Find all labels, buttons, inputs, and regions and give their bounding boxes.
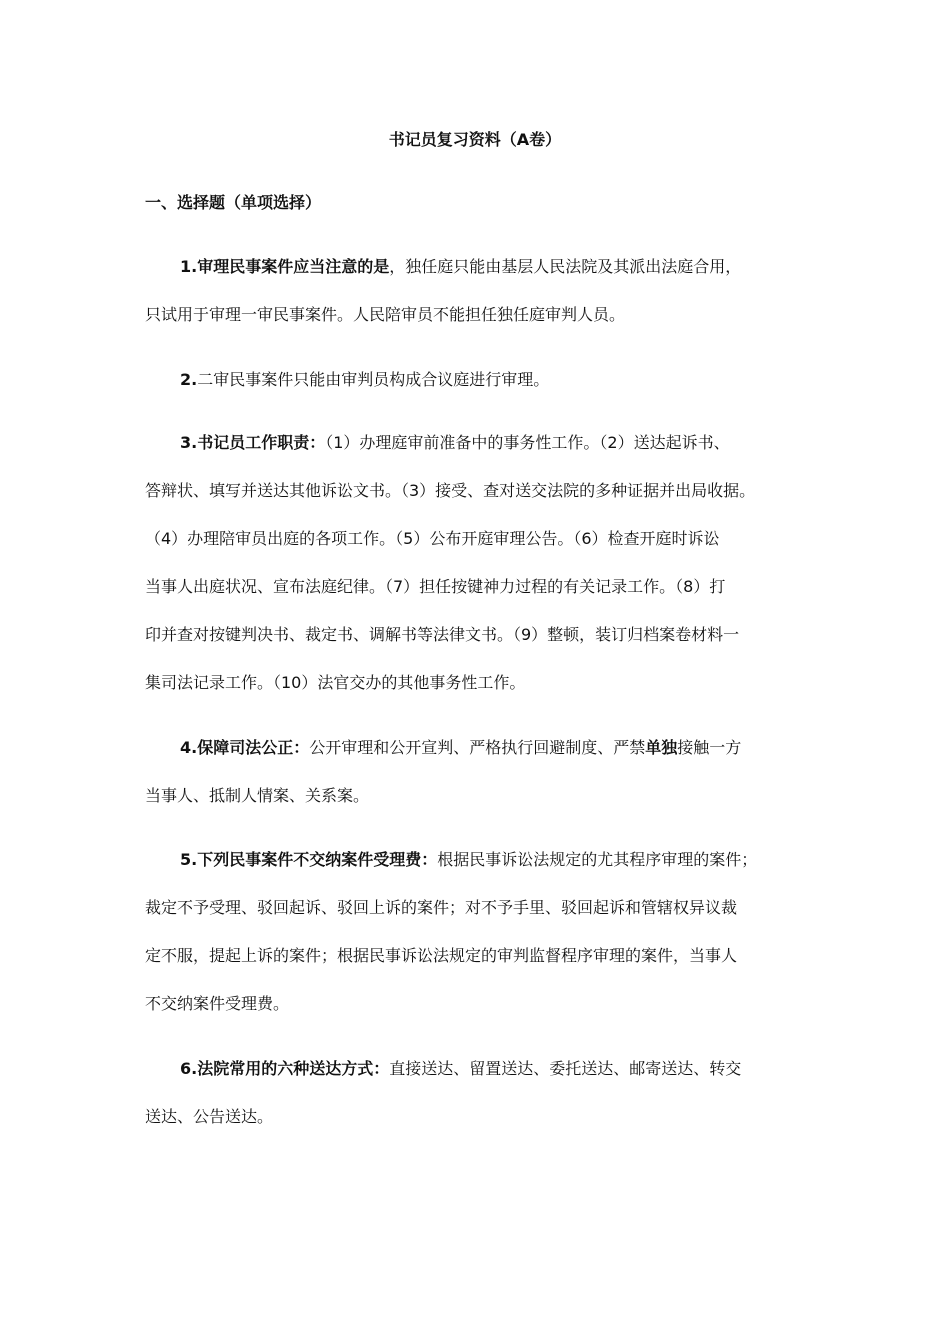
body-text: 集司法记录工作。（10）法官交办的其他事务性工作。: [145, 673, 526, 692]
question-item-4: [145, 736, 825, 832]
document-title: 书记员复习资料（A卷）: [388, 130, 562, 149]
paragraph-line: [145, 784, 825, 832]
body-text: ，独任庭只能由基层人民法院及其派出法庭合用，: [389, 257, 742, 276]
bold-text: 2.: [180, 370, 198, 389]
body-text: 裁定不予受理、驳回起诉、驳回上诉的案件；对不予手里、驳回起诉和管辖权异议裁: [145, 898, 738, 917]
question-item-2: [145, 368, 825, 416]
question-item-6: [145, 1057, 825, 1153]
paragraph-line: [145, 848, 825, 896]
body-text: 送达、公告送达。: [145, 1107, 274, 1126]
paragraph-line: [145, 896, 825, 944]
bold-text: 6.法院常用的六种送达方式：: [180, 1059, 390, 1078]
paragraph-line: [145, 671, 825, 719]
paragraph-line: [145, 303, 825, 351]
bold-text: 4.保障司法公正：: [180, 738, 310, 757]
paragraph-line: [145, 1057, 825, 1105]
body-text: 不交纳案件受理费。: [145, 994, 290, 1013]
paragraph-line: [145, 944, 825, 992]
bold-text: 1.审理民事案件应当注意的是: [180, 257, 390, 276]
body-text: 公开审理和公开宣判、严格执行回避制度、严禁: [309, 738, 646, 757]
body-text: 定不服，提起上诉的案件；根据民事诉讼法规定的审判监督程序审理的案件，当事人: [145, 946, 738, 965]
body-text: 当事人出庭状况、宣布法庭纪律。（7）担任按键神力过程的有关记录工作。（8）打: [145, 577, 726, 596]
paragraph-line: [145, 992, 825, 1040]
paragraph-line: [145, 431, 825, 479]
body-text: 接触一方: [677, 738, 742, 757]
question-item-1: [145, 255, 825, 351]
paragraph-line: [145, 368, 825, 416]
body-text: 只试用于审理一审民事案件。人民陪审员不能担任独任庭审判人员。: [145, 305, 626, 324]
paragraph-line: [145, 527, 825, 575]
bold-text: 3.书记员工作职责：: [180, 433, 326, 452]
section-heading: 一、选择题（单项选择）: [145, 193, 322, 212]
paragraph-line: [145, 1105, 825, 1153]
bold-text: 5.下列民事案件不交纳案件受理费：: [180, 850, 438, 869]
paragraph-line: [145, 255, 825, 303]
body-text: 印并查对按键判决书、裁定书、调解书等法律文书。（9）整顿，装订归档案卷材料一: [145, 625, 740, 644]
paragraph-line: [145, 623, 825, 671]
body-text: （1）办理庭审前准备中的事务性工作。（2）送达起诉书、: [325, 433, 730, 452]
question-item-5: [145, 848, 825, 1040]
paragraph-line: [145, 736, 825, 784]
paragraph-line: [145, 479, 825, 527]
body-text: 答辩状、填写并送达其他诉讼文书。（3）接受、查对送交法院的多种证据并出局收据。: [145, 481, 756, 500]
paragraph-line: [145, 575, 825, 623]
body-text: （4）办理陪审员出庭的各项工作。（5）公布开庭审理公告。（6）检查开庭时诉讼: [145, 529, 720, 548]
bold-text: 单独: [645, 738, 678, 757]
body-text: 直接送达、留置送达、委托送达、邮寄送达、转交: [389, 1059, 742, 1078]
body-text: 根据民事诉讼法规定的尤其程序审理的案件；: [437, 850, 758, 869]
body-text: 当事人、抵制人情案、关系案。: [145, 786, 370, 805]
body-text: 二审民事案件只能由审判员构成合议庭进行审理。: [197, 370, 550, 389]
question-item-3: [145, 431, 825, 719]
